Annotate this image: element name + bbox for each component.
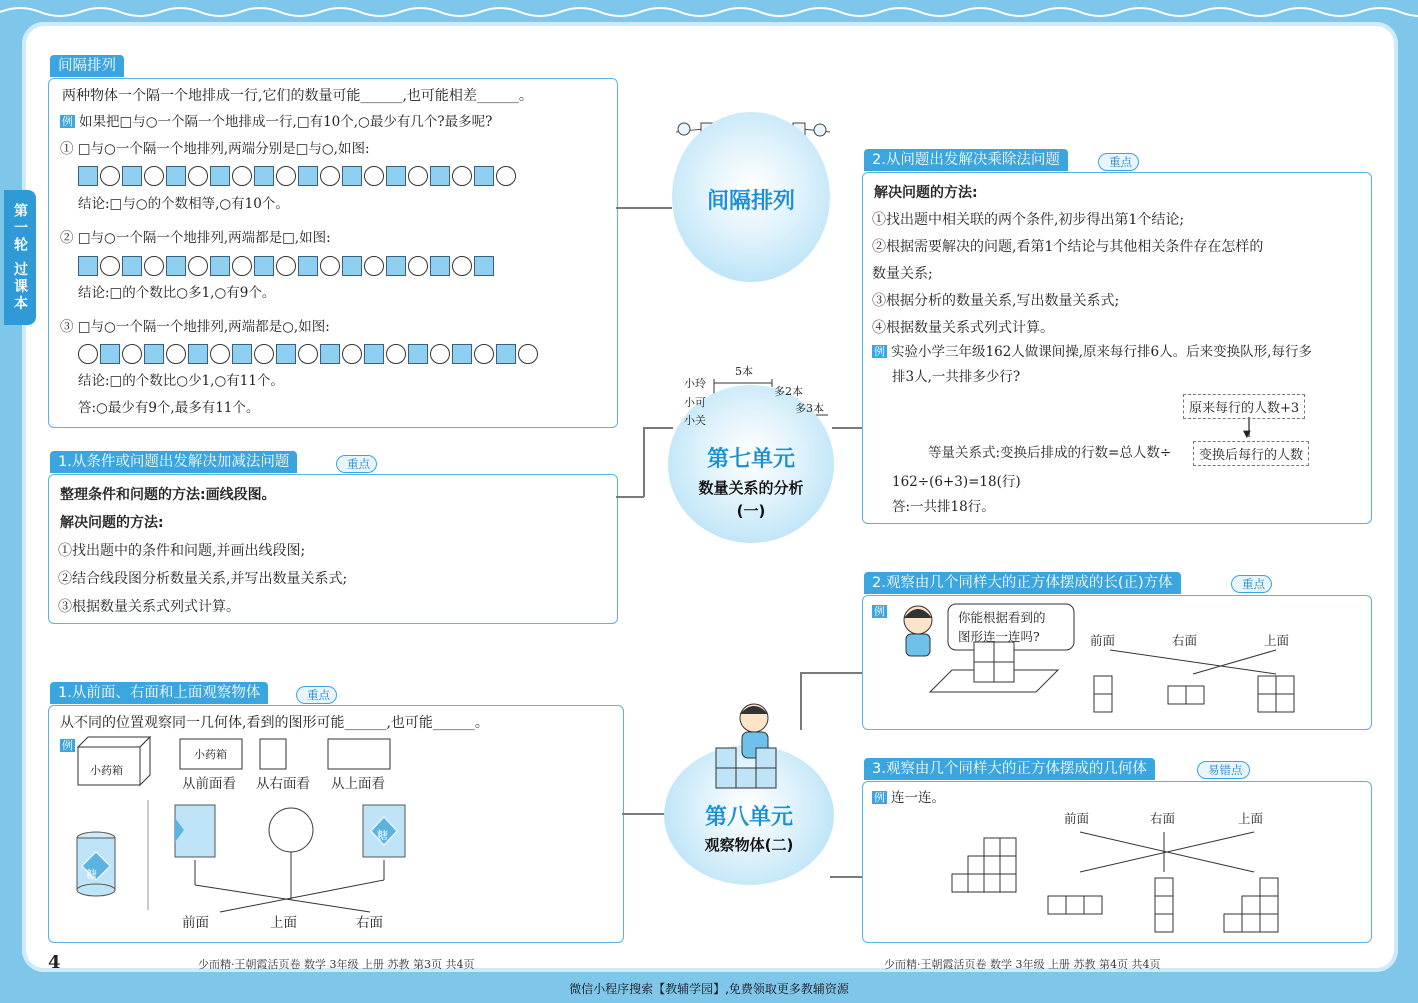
mul-calc: 162÷(6+3)=18(行) [892,474,1021,490]
mul-line1: 解决问题的方法: [874,185,978,201]
circle-shape [430,344,450,364]
square-shape [254,166,274,186]
section-header-observe1: 1.从前面、右面和上面观察物体 [50,682,268,704]
circle-shape [386,344,406,364]
square-shape [364,344,384,364]
interval-case1-result: 结论:□与○的个数相等,○有10个。 [78,196,289,212]
section-header-interval: 间隔排列 [50,55,124,77]
circle-shape [78,344,98,364]
square-shape [276,344,296,364]
candy-front-view [175,805,215,857]
circle-shape [144,256,164,276]
badge-key-mul: 重点 [1098,153,1139,171]
connector-interval [616,207,672,209]
connector-add-v [643,427,645,497]
circle-shape [188,256,208,276]
candy-jar-matching [70,800,430,915]
mul-example-line1: 例 实验小学三年级162人做课间操,原来每行排6人。后来变换队形,每行多 [874,344,1312,360]
square-shape [232,344,252,364]
diagram-label-2: 多2本 [774,385,803,398]
circle-shape [276,256,296,276]
bottom-label-right: 右面 [356,915,383,931]
observe3-view-a [1048,896,1102,914]
add-line2: 解决问题的方法: [60,515,164,531]
front-view-box-label: 小药箱 [194,748,227,761]
mul-box-original: 原来每行的人数+3 [1183,394,1305,419]
interval-row2 [78,256,494,276]
mul-arrow-head: ▼ [1243,429,1251,440]
circle-shape [100,256,120,276]
footer-left-text: 少而精·王朝霞活页卷 数学 3年级 上册 苏教 第3页 共4页 [198,958,475,971]
square-shape [408,344,428,364]
circle-shape [320,256,340,276]
candy-top-view [269,808,313,852]
observe1-example-tag: 例 [62,739,73,752]
side-tab-round: 第一轮 过课本 [4,190,36,325]
connector-observe1 [622,813,668,815]
square-shape [188,344,208,364]
square-shape [386,166,406,186]
square-shape [298,256,318,276]
bubble-interval-title: 间隔排列 [706,189,795,214]
add-step3: ③根据数量关系式列式计算。 [58,599,240,615]
square-shape [210,256,230,276]
circle-shape [452,256,472,276]
observe3-label-top: 上面 [1238,811,1264,826]
speech-line2: 图形连一连吗? [958,629,1040,644]
square-shape [254,256,274,276]
mul-step2b: 数量关系; [872,266,933,282]
mul-step4: ④根据数量关系式列式计算。 [872,320,1054,336]
interval-case2: ② □与○一个隔一个地排列,两端都是□,如图: [60,230,331,246]
interval-case3: ③ □与○一个隔一个地排列,两端都是○,如图: [60,319,330,335]
footer-right-text: 少而精·王朝霞活页卷 数学 3年级 上册 苏教 第4页 共4页 [884,958,1161,971]
circle-shape [452,166,472,186]
observe2-label-top: 上面 [1264,633,1290,648]
square-shape [320,344,340,364]
square-shape [166,166,186,186]
unit7-title: 第七单元 [706,447,795,472]
interval-case3-result: 结论:□的个数比○少1,○有11个。 [78,373,284,389]
candy-right-label: 糖 [377,829,388,842]
mul-example-line2: 排3人,一共排多少行? [892,369,1021,385]
observe1-intro: 从不同的位置观察同一几何体,看到的图形可能______,也可能______。 [60,715,489,731]
mul-answer: 答:一共排18行。 [892,499,995,515]
observe3-figure [944,828,1284,936]
top-view-rect [328,739,390,769]
interval-row3 [78,344,538,364]
observe3-view-c [1224,878,1278,932]
medicine-box-3d [78,737,150,785]
square-shape [342,166,362,186]
candy-jar-label: 糖 [86,868,97,881]
interval-answer: 答:○最少有9个,最多有11个。 [78,400,260,416]
connector-observe3 [830,876,862,878]
view-right-label: 从右面看 [256,776,310,792]
circle-shape [188,166,208,186]
page-number-left: 4 [48,952,61,973]
observe3-view-b [1155,878,1173,932]
interval-intro: 两种物体一个隔一个地排成一行,它们的数量可能______,也可能相差______。 [62,88,533,104]
interval-case2-result: 结论:□的个数比○多1,○有9个。 [78,285,276,301]
interval-row1 [78,166,516,186]
square-shape [210,166,230,186]
observe2-label-front: 前面 [1090,633,1116,648]
badge-key-observe1: 重点 [296,686,337,704]
add-line1: 整理条件和问题的方法:画线段图。 [60,487,276,503]
observe3-label-right: 右面 [1150,811,1176,826]
girl-character [904,606,932,656]
circle-shape [276,166,296,186]
section-header-observe2: 2.观察由几个同样大的正方体摆成的长(正)方体 [864,572,1181,594]
circle-shape [518,344,538,364]
square-shape [122,256,142,276]
connector-mul [832,427,862,429]
add-step1: ①找出题中的条件和问题,并画出线段图; [58,543,306,559]
square-shape [166,256,186,276]
diagram-label-5: 5本 [735,365,753,378]
section-header-mul: 2.从问题出发解决乘除法问题 [864,149,1068,171]
bottom-label-top: 上面 [270,915,297,931]
circle-shape [342,344,362,364]
square-shape [474,256,494,276]
square-shape [78,256,98,276]
top-wave-border [0,0,1418,22]
square-shape [78,166,98,186]
circle-shape [474,344,494,364]
circle-shape [254,344,274,364]
square-shape [474,166,494,186]
boy-with-cubes [712,700,792,792]
square-shape [144,344,164,364]
square-shape [430,256,450,276]
circle-shape [122,344,142,364]
square-shape [122,166,142,186]
circle-shape [144,166,164,186]
square-shape [100,344,120,364]
circle-shape [320,166,340,186]
circle-shape [232,166,252,186]
view-top-label: 从上面看 [331,776,385,792]
observe2-example-tag: 例 [874,605,885,618]
right-view-rect [260,739,286,769]
square-shape [430,166,450,186]
observe2-label-right: 右面 [1172,633,1198,648]
unit7-subtitle: 数量关系的分析 [698,479,804,497]
speech-line1: 你能根据看到的 [958,610,1046,625]
mul-step2: ②根据需要解决的问题,看第1个结论与其他相关条件存在怎样的 [872,239,1264,255]
mul-step3: ③根据分析的数量关系,写出数量关系式; [872,293,1120,309]
badge-key-add: 重点 [336,455,377,473]
circle-shape [210,344,230,364]
circle-shape [364,256,384,276]
circle-shape [496,166,516,186]
observe3-label-front: 前面 [1064,811,1090,826]
circle-shape [100,166,120,186]
diagram-name-2: 小可 [684,396,706,409]
circle-shape [408,166,428,186]
example-tag: 例 [62,115,73,128]
candy-jar [77,832,115,896]
connector-add-h2 [643,427,673,429]
cuboid-3d [974,642,1014,682]
square-shape [298,166,318,186]
diagram-name-3: 小关 [684,414,706,427]
medicine-box-label: 小药箱 [90,764,123,777]
unit8-subtitle: 观察物体(二) [704,836,794,854]
bottom-promo-note: 微信小程序搜索【教辅学园】,免费领取更多教辅资源 [569,982,849,996]
square-shape [342,256,362,276]
diagram-name-1: 小玲 [684,377,706,390]
view-front-label: 从前面看 [182,776,236,792]
connector-observe2-h [800,672,862,674]
circle-shape [408,256,428,276]
add-step2: ②结合线段图分析数量关系,并写出数量关系式; [58,571,348,587]
circle-shape [166,344,186,364]
mul-step1: ①找出题中相关联的两个条件,初步得出第1个结论; [872,212,1185,228]
badge-key-observe2: 重点 [1231,575,1272,593]
badge-error-observe3: 易错点 [1197,761,1250,779]
square-shape [496,344,516,364]
square-shape [452,344,472,364]
mul-box-new: 变换后每行的人数 [1193,441,1309,466]
connector-observe2-v [800,672,802,730]
observe3-prompt: 例 连一连。 [874,790,945,806]
connector-add-h [616,496,644,498]
circle-shape [298,344,318,364]
bottom-label-front: 前面 [182,915,209,931]
interval-example: 例 如果把□与○一个隔一个地排成一行,□有10个,○最少有几个?最多呢? [62,114,493,130]
section-header-observe3: 3.观察由几个同样大的正方体摆成的几何体 [864,758,1155,780]
unit8-title: 第八单元 [704,805,793,830]
stair-3d [952,838,1016,892]
section-header-add: 1.从条件或问题出发解决加减法问题 [50,451,297,473]
circle-shape [232,256,252,276]
circle-shape [364,166,384,186]
mul-relation: 等量关系式:变换后排成的行数=总人数÷ [928,445,1172,461]
interval-case1: ① □与○一个隔一个地排列,两端分别是□与○,如图: [60,141,370,157]
unit7-subtitle2: (一) [736,502,766,520]
square-shape [386,256,406,276]
diagram-label-3: 多3本 [795,402,824,415]
